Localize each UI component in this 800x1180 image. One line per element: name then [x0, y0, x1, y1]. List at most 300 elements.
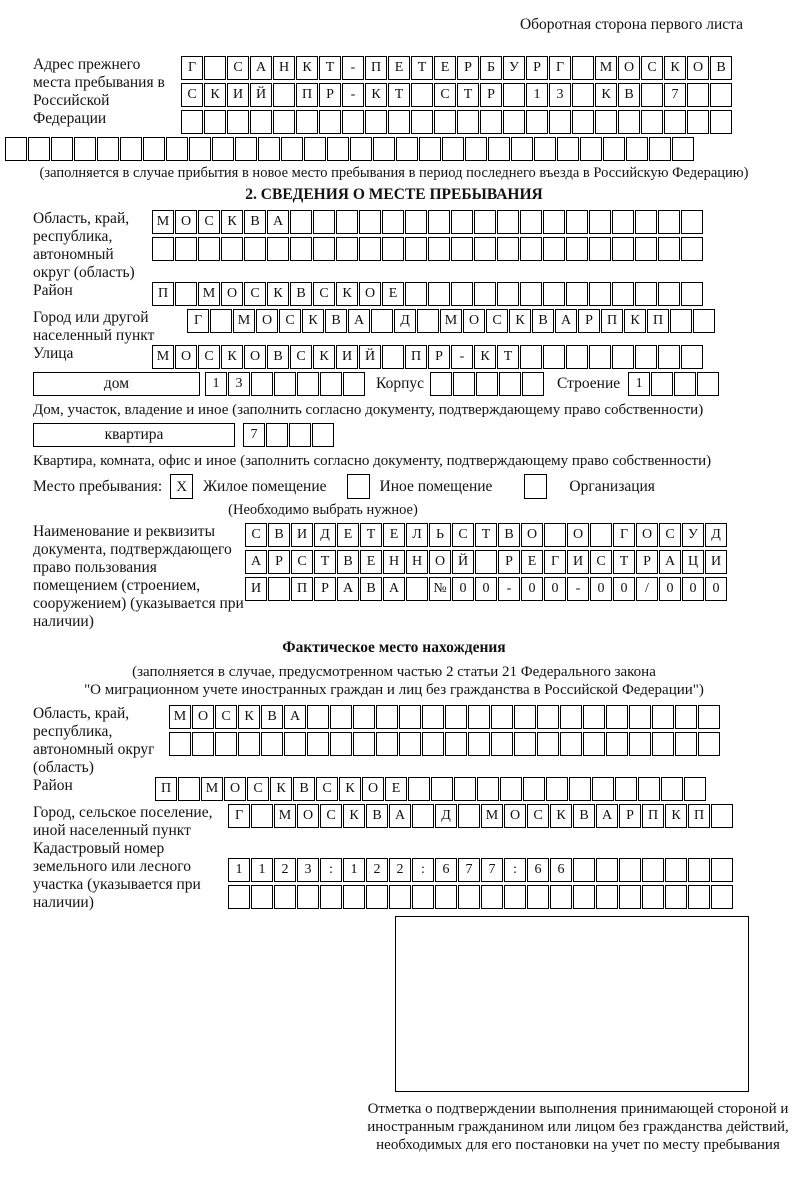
char-cell[interactable] — [697, 372, 719, 396]
char-cell[interactable]: С — [290, 345, 312, 369]
char-cell[interactable] — [445, 705, 467, 729]
char-cell[interactable] — [635, 210, 657, 234]
char-cell[interactable] — [313, 237, 335, 261]
char-cell[interactable] — [189, 137, 211, 161]
char-cell[interactable]: - — [342, 56, 364, 80]
char-cell[interactable] — [422, 705, 444, 729]
char-cell[interactable] — [642, 858, 664, 882]
char-cell[interactable]: Т — [319, 56, 341, 80]
char-cell[interactable]: Ц — [682, 550, 704, 574]
char-cell[interactable]: В — [366, 804, 388, 828]
char-cell[interactable] — [681, 210, 703, 234]
char-cell[interactable] — [589, 237, 611, 261]
char-cell[interactable]: 2 — [366, 858, 388, 882]
char-cell[interactable] — [523, 777, 545, 801]
char-cell[interactable]: К — [664, 56, 686, 80]
char-cell[interactable]: О — [244, 345, 266, 369]
char-cell[interactable] — [557, 137, 579, 161]
char-cell[interactable]: Т — [613, 550, 635, 574]
char-cell[interactable] — [28, 137, 50, 161]
char-cell[interactable]: О — [636, 523, 658, 547]
char-cell[interactable] — [596, 858, 618, 882]
char-cell[interactable] — [572, 83, 594, 107]
char-cell[interactable] — [297, 885, 319, 909]
char-cell[interactable] — [711, 804, 733, 828]
char-cell[interactable]: Г — [181, 56, 203, 80]
char-cell[interactable] — [649, 137, 671, 161]
char-cell[interactable] — [417, 309, 439, 333]
char-cell[interactable]: П — [647, 309, 669, 333]
char-cell[interactable] — [670, 309, 692, 333]
char-cell[interactable] — [499, 372, 521, 396]
char-cell[interactable] — [296, 110, 318, 134]
char-cell[interactable] — [592, 777, 614, 801]
char-cell[interactable] — [580, 137, 602, 161]
char-cell[interactable] — [537, 732, 559, 756]
char-cell[interactable] — [266, 423, 288, 447]
char-cell[interactable] — [458, 885, 480, 909]
char-cell[interactable]: С — [291, 550, 313, 574]
char-cell[interactable]: 0 — [452, 577, 474, 601]
char-cell[interactable]: Н — [273, 56, 295, 80]
char-cell[interactable]: О — [521, 523, 543, 547]
char-cell[interactable] — [152, 237, 174, 261]
char-cell[interactable] — [454, 777, 476, 801]
char-cell[interactable]: П — [155, 777, 177, 801]
char-cell[interactable] — [175, 282, 197, 306]
char-cell[interactable]: 6 — [550, 858, 572, 882]
char-cell[interactable]: К — [365, 83, 387, 107]
char-cell[interactable] — [698, 732, 720, 756]
char-cell[interactable] — [497, 282, 519, 306]
char-cell[interactable]: В — [498, 523, 520, 547]
char-cell[interactable] — [228, 885, 250, 909]
char-cell[interactable]: О — [256, 309, 278, 333]
char-cell[interactable] — [312, 423, 334, 447]
char-cell[interactable] — [408, 777, 430, 801]
char-cell[interactable] — [342, 110, 364, 134]
char-cell[interactable] — [268, 577, 290, 601]
char-cell[interactable] — [281, 137, 303, 161]
char-cell[interactable] — [445, 732, 467, 756]
char-cell[interactable]: Р — [578, 309, 600, 333]
char-cell[interactable]: Т — [360, 523, 382, 547]
checkbox-dwelling[interactable]: X — [170, 474, 193, 499]
char-cell[interactable]: С — [245, 523, 267, 547]
char-cell[interactable] — [399, 732, 421, 756]
char-cell[interactable] — [612, 237, 634, 261]
char-cell[interactable] — [474, 237, 496, 261]
char-cell[interactable] — [544, 523, 566, 547]
char-cell[interactable]: : — [504, 858, 526, 882]
char-cell[interactable] — [612, 282, 634, 306]
char-cell[interactable] — [589, 282, 611, 306]
char-cell[interactable] — [688, 885, 710, 909]
char-cell[interactable] — [661, 777, 683, 801]
char-cell[interactable] — [635, 282, 657, 306]
char-cell[interactable] — [612, 210, 634, 234]
char-cell[interactable] — [405, 237, 427, 261]
char-cell[interactable] — [619, 858, 641, 882]
char-cell[interactable] — [406, 577, 428, 601]
char-cell[interactable] — [635, 345, 657, 369]
char-cell[interactable]: А — [250, 56, 272, 80]
char-cell[interactable]: В — [710, 56, 732, 80]
char-cell[interactable] — [251, 372, 273, 396]
char-cell[interactable] — [465, 137, 487, 161]
char-cell[interactable]: В — [337, 550, 359, 574]
char-cell[interactable]: У — [503, 56, 525, 80]
char-cell[interactable]: К — [336, 282, 358, 306]
char-cell[interactable]: Г — [228, 804, 250, 828]
char-cell[interactable]: Р — [314, 577, 336, 601]
char-cell[interactable]: И — [291, 523, 313, 547]
char-cell[interactable]: С — [316, 777, 338, 801]
char-cell[interactable]: Д — [435, 804, 457, 828]
char-cell[interactable] — [684, 777, 706, 801]
char-cell[interactable]: Р — [268, 550, 290, 574]
char-cell[interactable]: О — [297, 804, 319, 828]
char-cell[interactable] — [503, 83, 525, 107]
char-cell[interactable] — [304, 137, 326, 161]
char-cell[interactable] — [534, 137, 556, 161]
char-cell[interactable]: О — [192, 705, 214, 729]
char-cell[interactable]: 3 — [297, 858, 319, 882]
char-cell[interactable] — [430, 372, 452, 396]
char-cell[interactable]: Т — [411, 56, 433, 80]
char-cell[interactable] — [572, 110, 594, 134]
char-cell[interactable] — [350, 137, 372, 161]
char-cell[interactable]: О — [224, 777, 246, 801]
char-cell[interactable]: А — [596, 804, 618, 828]
char-cell[interactable] — [373, 137, 395, 161]
kvartira-type-box[interactable]: квартира — [33, 423, 235, 447]
checkbox-organization[interactable] — [524, 474, 547, 499]
char-cell[interactable]: О — [221, 282, 243, 306]
char-cell[interactable] — [166, 137, 188, 161]
char-cell[interactable] — [330, 732, 352, 756]
char-cell[interactable] — [675, 732, 697, 756]
char-cell[interactable]: К — [238, 705, 260, 729]
char-cell[interactable]: О — [175, 345, 197, 369]
char-cell[interactable]: 7 — [458, 858, 480, 882]
char-cell[interactable] — [412, 804, 434, 828]
char-cell[interactable]: А — [659, 550, 681, 574]
char-cell[interactable] — [520, 210, 542, 234]
char-cell[interactable] — [606, 705, 628, 729]
char-cell[interactable]: В — [267, 345, 289, 369]
char-cell[interactable]: Д — [394, 309, 416, 333]
char-cell[interactable]: Б — [480, 56, 502, 80]
char-cell[interactable]: М — [169, 705, 191, 729]
char-cell[interactable] — [520, 237, 542, 261]
char-cell[interactable]: Н — [406, 550, 428, 574]
char-cell[interactable]: Р — [319, 83, 341, 107]
char-cell[interactable]: 6 — [435, 858, 457, 882]
char-cell[interactable] — [120, 137, 142, 161]
char-cell[interactable] — [658, 210, 680, 234]
char-cell[interactable]: С — [244, 282, 266, 306]
char-cell[interactable] — [474, 282, 496, 306]
char-cell[interactable]: Г — [613, 523, 635, 547]
char-cell[interactable] — [5, 137, 27, 161]
char-cell[interactable] — [210, 309, 232, 333]
char-cell[interactable]: К — [221, 345, 243, 369]
char-cell[interactable] — [480, 110, 502, 134]
char-cell[interactable]: К — [221, 210, 243, 234]
char-cell[interactable]: 0 — [659, 577, 681, 601]
char-cell[interactable] — [569, 777, 591, 801]
char-cell[interactable] — [365, 110, 387, 134]
dom-type-box[interactable]: дом — [33, 372, 200, 396]
char-cell[interactable]: Н — [383, 550, 405, 574]
char-cell[interactable]: П — [365, 56, 387, 80]
char-cell[interactable] — [566, 237, 588, 261]
char-cell[interactable]: С — [659, 523, 681, 547]
char-cell[interactable] — [693, 309, 715, 333]
checkbox-other-premises[interactable] — [347, 474, 370, 499]
char-cell[interactable] — [543, 282, 565, 306]
char-cell[interactable]: С — [527, 804, 549, 828]
char-cell[interactable]: - — [567, 577, 589, 601]
char-cell[interactable] — [411, 83, 433, 107]
char-cell[interactable] — [274, 885, 296, 909]
char-cell[interactable] — [629, 705, 651, 729]
char-cell[interactable] — [178, 777, 200, 801]
char-cell[interactable] — [635, 237, 657, 261]
char-cell[interactable]: П — [601, 309, 623, 333]
char-cell[interactable]: М — [233, 309, 255, 333]
char-cell[interactable] — [51, 137, 73, 161]
char-cell[interactable]: У — [682, 523, 704, 547]
char-cell[interactable] — [434, 110, 456, 134]
char-cell[interactable]: Р — [480, 83, 502, 107]
char-cell[interactable] — [504, 885, 526, 909]
char-cell[interactable] — [428, 210, 450, 234]
char-cell[interactable]: М — [440, 309, 462, 333]
char-cell[interactable] — [451, 282, 473, 306]
char-cell[interactable] — [250, 110, 272, 134]
char-cell[interactable]: Л — [406, 523, 428, 547]
char-cell[interactable]: К — [343, 804, 365, 828]
char-cell[interactable] — [514, 705, 536, 729]
char-cell[interactable]: 1 — [251, 858, 273, 882]
char-cell[interactable]: 1 — [205, 372, 227, 396]
char-cell[interactable]: - — [342, 83, 364, 107]
char-cell[interactable]: Й — [359, 345, 381, 369]
char-cell[interactable] — [652, 705, 674, 729]
char-cell[interactable]: 0 — [613, 577, 635, 601]
char-cell[interactable]: Е — [383, 523, 405, 547]
char-cell[interactable] — [284, 732, 306, 756]
char-cell[interactable] — [583, 705, 605, 729]
char-cell[interactable] — [431, 777, 453, 801]
char-cell[interactable]: И — [705, 550, 727, 574]
char-cell[interactable] — [468, 732, 490, 756]
char-cell[interactable]: К — [665, 804, 687, 828]
char-cell[interactable]: Т — [457, 83, 479, 107]
char-cell[interactable]: 0 — [475, 577, 497, 601]
char-cell[interactable]: 3 — [549, 83, 571, 107]
char-cell[interactable]: К — [595, 83, 617, 107]
char-cell[interactable] — [389, 885, 411, 909]
char-cell[interactable]: К — [270, 777, 292, 801]
char-cell[interactable] — [546, 777, 568, 801]
char-cell[interactable]: Т — [388, 83, 410, 107]
char-cell[interactable] — [629, 732, 651, 756]
char-cell[interactable] — [606, 732, 628, 756]
char-cell[interactable] — [320, 372, 342, 396]
char-cell[interactable] — [244, 237, 266, 261]
char-cell[interactable]: И — [567, 550, 589, 574]
char-cell[interactable] — [681, 282, 703, 306]
char-cell[interactable]: Е — [434, 56, 456, 80]
char-cell[interactable]: Р — [498, 550, 520, 574]
char-cell[interactable] — [411, 110, 433, 134]
char-cell[interactable]: М — [201, 777, 223, 801]
char-cell[interactable] — [396, 137, 418, 161]
char-cell[interactable] — [503, 110, 525, 134]
char-cell[interactable]: С — [434, 83, 456, 107]
char-cell[interactable] — [474, 210, 496, 234]
char-cell[interactable] — [451, 210, 473, 234]
char-cell[interactable] — [353, 732, 375, 756]
char-cell[interactable]: В — [618, 83, 640, 107]
char-cell[interactable]: 7 — [481, 858, 503, 882]
char-cell[interactable] — [573, 885, 595, 909]
char-cell[interactable]: И — [245, 577, 267, 601]
char-cell[interactable] — [491, 732, 513, 756]
char-cell[interactable] — [590, 523, 612, 547]
char-cell[interactable]: - — [498, 577, 520, 601]
char-cell[interactable] — [435, 885, 457, 909]
char-cell[interactable] — [589, 345, 611, 369]
char-cell[interactable]: Г — [549, 56, 571, 80]
char-cell[interactable] — [710, 110, 732, 134]
char-cell[interactable] — [476, 372, 498, 396]
char-cell[interactable] — [442, 137, 464, 161]
char-cell[interactable]: В — [244, 210, 266, 234]
char-cell[interactable]: Й — [452, 550, 474, 574]
char-cell[interactable]: К — [550, 804, 572, 828]
char-cell[interactable]: П — [296, 83, 318, 107]
char-cell[interactable] — [221, 237, 243, 261]
char-cell[interactable] — [543, 345, 565, 369]
char-cell[interactable]: Р — [636, 550, 658, 574]
char-cell[interactable]: С — [486, 309, 508, 333]
char-cell[interactable] — [376, 705, 398, 729]
char-cell[interactable] — [97, 137, 119, 161]
char-cell[interactable]: А — [555, 309, 577, 333]
char-cell[interactable] — [560, 732, 582, 756]
char-cell[interactable]: К — [296, 56, 318, 80]
char-cell[interactable] — [319, 110, 341, 134]
char-cell[interactable] — [353, 705, 375, 729]
char-cell[interactable] — [651, 372, 673, 396]
char-cell[interactable] — [550, 885, 572, 909]
char-cell[interactable]: 3 — [228, 372, 250, 396]
char-cell[interactable] — [428, 237, 450, 261]
char-cell[interactable] — [307, 732, 329, 756]
char-cell[interactable] — [537, 705, 559, 729]
char-cell[interactable]: Р — [526, 56, 548, 80]
char-cell[interactable]: 7 — [243, 423, 265, 447]
char-cell[interactable] — [603, 137, 625, 161]
char-cell[interactable]: № — [429, 577, 451, 601]
char-cell[interactable] — [273, 83, 295, 107]
char-cell[interactable]: М — [481, 804, 503, 828]
char-cell[interactable]: М — [152, 210, 174, 234]
char-cell[interactable]: 0 — [521, 577, 543, 601]
char-cell[interactable] — [388, 110, 410, 134]
char-cell[interactable] — [658, 282, 680, 306]
char-cell[interactable] — [596, 885, 618, 909]
char-cell[interactable] — [457, 110, 479, 134]
char-cell[interactable]: В — [261, 705, 283, 729]
char-cell[interactable] — [251, 885, 273, 909]
char-cell[interactable]: 2 — [389, 858, 411, 882]
char-cell[interactable] — [543, 237, 565, 261]
char-cell[interactable] — [290, 237, 312, 261]
char-cell[interactable]: П — [291, 577, 313, 601]
char-cell[interactable]: : — [320, 858, 342, 882]
char-cell[interactable]: Р — [619, 804, 641, 828]
char-cell[interactable]: В — [360, 577, 382, 601]
char-cell[interactable] — [307, 705, 329, 729]
char-cell[interactable]: - — [451, 345, 473, 369]
char-cell[interactable] — [665, 885, 687, 909]
char-cell[interactable]: А — [348, 309, 370, 333]
char-cell[interactable] — [198, 237, 220, 261]
char-cell[interactable] — [711, 858, 733, 882]
char-cell[interactable] — [687, 110, 709, 134]
char-cell[interactable] — [376, 732, 398, 756]
char-cell[interactable]: О — [618, 56, 640, 80]
char-cell[interactable] — [710, 83, 732, 107]
char-cell[interactable]: 1 — [526, 83, 548, 107]
char-cell[interactable] — [526, 110, 548, 134]
char-cell[interactable] — [481, 885, 503, 909]
char-cell[interactable] — [681, 345, 703, 369]
char-cell[interactable] — [641, 83, 663, 107]
char-cell[interactable]: Т — [497, 345, 519, 369]
char-cell[interactable] — [688, 858, 710, 882]
char-cell[interactable] — [475, 550, 497, 574]
char-cell[interactable]: А — [284, 705, 306, 729]
char-cell[interactable] — [204, 56, 226, 80]
char-cell[interactable] — [74, 137, 96, 161]
char-cell[interactable] — [169, 732, 191, 756]
char-cell[interactable]: М — [595, 56, 617, 80]
char-cell[interactable]: О — [504, 804, 526, 828]
char-cell[interactable] — [399, 705, 421, 729]
char-cell[interactable] — [477, 777, 499, 801]
char-cell[interactable]: Е — [382, 282, 404, 306]
char-cell[interactable]: Е — [337, 523, 359, 547]
char-cell[interactable]: С — [227, 56, 249, 80]
char-cell[interactable]: Г — [544, 550, 566, 574]
char-cell[interactable]: К — [624, 309, 646, 333]
char-cell[interactable] — [212, 137, 234, 161]
char-cell[interactable]: А — [267, 210, 289, 234]
char-cell[interactable] — [366, 885, 388, 909]
char-cell[interactable]: О — [359, 282, 381, 306]
char-cell[interactable]: П — [405, 345, 427, 369]
char-cell[interactable] — [491, 705, 513, 729]
char-cell[interactable] — [658, 345, 680, 369]
char-cell[interactable] — [359, 210, 381, 234]
char-cell[interactable]: С — [641, 56, 663, 80]
